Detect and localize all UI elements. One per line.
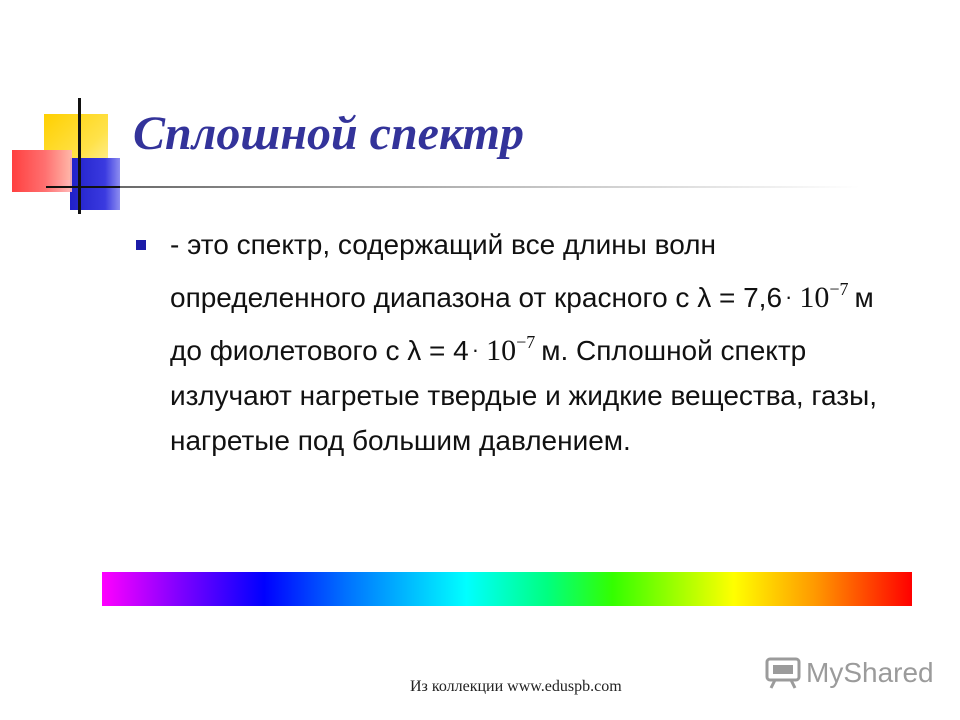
scientific-power-2 bbox=[482, 334, 541, 367]
bullet-text-part-3: м. Сплошной спектр излучают нагретые твердые и жидкие вещества, газы, нагретые под большим давлением. bbox=[170, 335, 878, 456]
power-base: 10 bbox=[486, 334, 517, 367]
bullet-text-part-1: - это спектр, содержащий все длины волн определенного диапазона от красного с λ = 7,6 bbox=[170, 229, 783, 313]
power-exponent: −7 bbox=[516, 332, 536, 352]
slide-title: Сплошной спектр bbox=[133, 107, 525, 160]
title-underline bbox=[120, 186, 860, 188]
rainbow-spectrum-bar bbox=[102, 572, 912, 606]
bullet-text-part-2: м до фиолетового с λ = 4 bbox=[170, 282, 874, 366]
power-exponent: −7 bbox=[829, 279, 849, 299]
multiplication-dot: · bbox=[785, 284, 793, 309]
myshared-logo[interactable] bbox=[764, 656, 934, 690]
bullet-marker bbox=[136, 240, 146, 250]
logo-text: MyShared bbox=[806, 657, 934, 688]
power-base: 10 bbox=[799, 281, 830, 314]
decorative-vertical-line bbox=[78, 98, 81, 214]
presentation-board-icon bbox=[764, 656, 802, 690]
scientific-power-1 bbox=[795, 281, 854, 314]
multiplication-dot: · bbox=[471, 337, 480, 362]
bullet-text bbox=[170, 222, 890, 463]
decorative-horizontal-line bbox=[46, 186, 126, 188]
collection-credit: Из коллекции www.eduspb.com bbox=[410, 678, 622, 695]
